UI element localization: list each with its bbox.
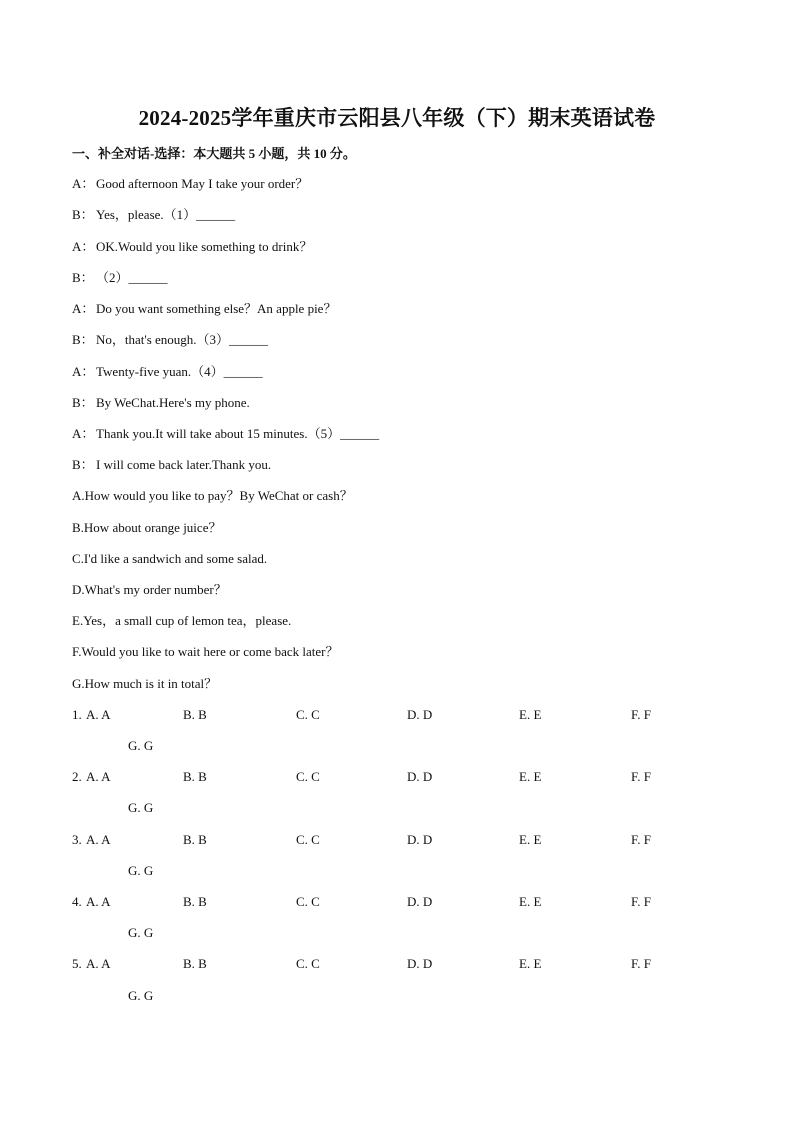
answer-option-a[interactable]: A. A xyxy=(86,707,111,722)
answer-option-e[interactable]: E. E xyxy=(519,956,542,971)
dialogue-line xyxy=(72,298,336,320)
answer-option-d[interactable]: D. D xyxy=(407,956,433,971)
dialogue-line xyxy=(72,361,263,383)
question-number: 5. xyxy=(72,956,82,971)
answer-option-a[interactable]: A. A xyxy=(86,956,111,971)
answer-option-b[interactable]: B. B xyxy=(183,956,207,971)
answer-option-d[interactable]: D. D xyxy=(407,769,433,784)
speaker-label: B： xyxy=(72,395,94,410)
choice-option: D.What's my order number？ xyxy=(72,582,227,597)
dialogue-text: No，that's enough.（3）______ xyxy=(96,332,269,347)
choice-option: F.Would you like to wait here or come back later？ xyxy=(72,644,339,659)
question-row xyxy=(72,953,732,975)
answer-option-b[interactable]: B. B xyxy=(183,894,207,909)
speaker-label: A： xyxy=(72,176,95,191)
dialogue-text: I will come back later.Thank you. xyxy=(96,457,272,472)
choice-option: B.How about orange juice？ xyxy=(72,520,222,535)
question-number: 3. xyxy=(72,832,82,847)
answer-option-c[interactable]: C. C xyxy=(296,956,320,971)
speaker-label: A： xyxy=(72,239,95,254)
answer-option-g[interactable]: G. G xyxy=(128,800,154,815)
answer-option-g[interactable]: G. G xyxy=(128,738,154,753)
question-row xyxy=(72,829,732,851)
dialogue-line xyxy=(72,392,250,414)
answer-option-f[interactable]: F. F xyxy=(631,894,651,909)
choice-option: E.Yes，a small cup of lemon tea，please. xyxy=(72,613,292,628)
dialogue-text: By WeChat.Here's my phone. xyxy=(96,395,250,410)
answer-option-e[interactable]: E. E xyxy=(519,707,542,722)
speaker-label: A： xyxy=(72,364,95,379)
answer-option-e[interactable]: E. E xyxy=(519,894,542,909)
question-number: 1. xyxy=(72,707,82,722)
answer-option-d[interactable]: D. D xyxy=(407,707,433,722)
dialogue-text: OK.Would you like something to drink？ xyxy=(96,239,313,254)
speaker-label: B： xyxy=(72,207,94,222)
answer-option-c[interactable]: C. C xyxy=(296,832,320,847)
choice-option: C.I'd like a sandwich and some salad. xyxy=(72,551,268,566)
answer-option-g[interactable]: G. G xyxy=(128,925,154,940)
answer-option-c[interactable]: C. C xyxy=(296,894,320,909)
question-row xyxy=(72,704,732,726)
answer-option-g[interactable]: G. G xyxy=(128,988,154,1003)
dialogue-line xyxy=(72,454,271,476)
question-number: 4. xyxy=(72,894,82,909)
answer-option-a[interactable]: A. A xyxy=(86,832,111,847)
answer-option-f[interactable]: F. F xyxy=(631,956,651,971)
choice-option: A.How would you like to pay？By WeChat or cash？ xyxy=(72,488,353,503)
answer-option-d[interactable]: D. D xyxy=(407,832,433,847)
dialogue-line xyxy=(72,423,379,445)
answer-option-e[interactable]: E. E xyxy=(519,832,542,847)
speaker-label: B： xyxy=(72,457,94,472)
section-heading: 一、补全对话-选择：本大题共 5 小题，共 10 分。 xyxy=(72,146,356,161)
dialogue-line xyxy=(72,236,312,258)
answer-option-f[interactable]: F. F xyxy=(631,769,651,784)
answer-option-a[interactable]: A. A xyxy=(86,769,111,784)
speaker-label: A： xyxy=(72,301,95,316)
dialogue-line xyxy=(72,173,308,195)
dialogue-line xyxy=(72,267,168,289)
speaker-label: B： xyxy=(72,270,94,285)
answer-option-b[interactable]: B. B xyxy=(183,832,207,847)
answer-option-b[interactable]: B. B xyxy=(183,707,207,722)
answer-option-c[interactable]: C. C xyxy=(296,707,320,722)
answer-option-a[interactable]: A. A xyxy=(86,894,111,909)
answer-option-c[interactable]: C. C xyxy=(296,769,320,784)
answer-option-b[interactable]: B. B xyxy=(183,769,207,784)
dialogue-text: （2）______ xyxy=(96,270,168,285)
answer-option-e[interactable]: E. E xyxy=(519,769,542,784)
dialogue-text: Thank you.It will take about 15 minutes.（5）______ xyxy=(96,426,380,441)
answer-option-f[interactable]: F. F xyxy=(631,832,651,847)
dialogue-text: Twenty-five yuan.（4）______ xyxy=(96,364,263,379)
speaker-label: B： xyxy=(72,332,94,347)
dialogue-text: Do you want something else？An apple pie？ xyxy=(96,301,337,316)
choice-option: G.How much is it in total？ xyxy=(72,676,218,691)
answer-option-f[interactable]: F. F xyxy=(631,707,651,722)
dialogue-text: Yes，please.（1）______ xyxy=(96,207,236,222)
question-row xyxy=(72,891,732,913)
question-row xyxy=(72,766,732,788)
dialogue-line xyxy=(72,204,235,226)
answer-option-g[interactable]: G. G xyxy=(128,863,154,878)
dialogue-line xyxy=(72,329,268,351)
question-number: 2. xyxy=(72,769,82,784)
answer-option-d[interactable]: D. D xyxy=(407,894,433,909)
speaker-label: A： xyxy=(72,426,95,441)
page-title: 2024-2025学年重庆市云阳县八年级（下）期末英语试卷 xyxy=(138,106,656,130)
dialogue-text: Good afternoon May I take your order？ xyxy=(96,176,309,191)
